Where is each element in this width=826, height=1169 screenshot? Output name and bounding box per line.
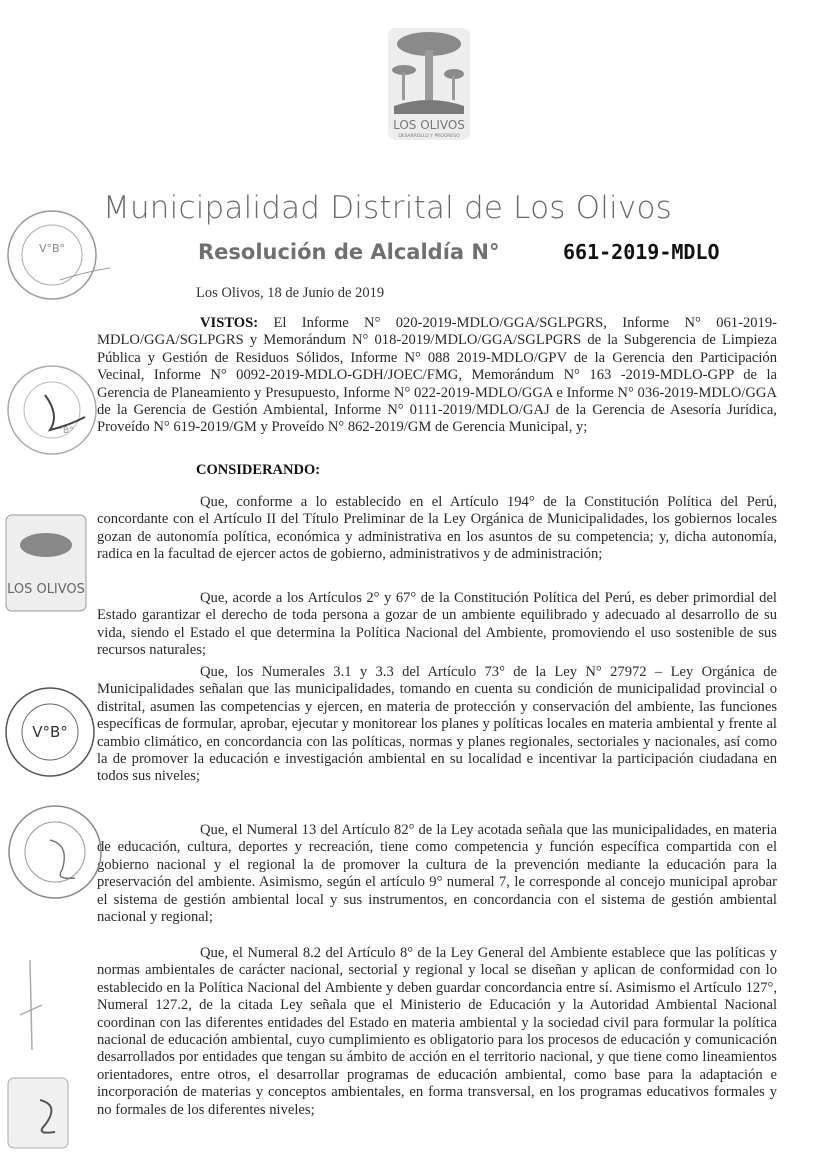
svg-text:°B°: °B° [58,426,74,436]
svg-text:V°B°: V°B° [38,242,66,255]
alcalde-stamp [0,200,110,310]
considerando-paragraph: Que, el Numeral 13 del Artículo 82° de la Ley acotada señala que las municipalidades, en materia de educación, cultura, deportes y recreación, tiene como competencia y función específica compartida con el gobierno nacional y el regional la de promover la cultura de la prevención mediante la educación para la preservación del ambiente. Asimismo, según el artículo 9° numeral 7, le corresponde al concejo municipal aprobar el sistema de gestión ambiental local y sus instrumentos, en concordancia con el sistema de gestión ambiental nacional y regional; [97,822,777,926]
considerando-paragraph: Que, el Numeral 8.2 del Artículo 8° de la Ley General del Ambiente establece que las políticas y normas ambientales de carácter nacional, sectorial y regional y local se diseñan y aplican de conformidad con lo establecido en la Política Nacional del Ambiente y deben guardar concordancia entre sí. Asimismo el Artículo 127°, Numeral 127.2, de la citada Ley señala que el Ministerio de Educación y la Autoridad Ambiental Nacional coordinan con las diferentes entidades del Estado en materia ambiental y la sociedad civil para formular la política nacional de educación ambiental, cuyo cumplimiento es obligatorio para los procesos de educación y comunicación desarrollados por entidades que tengan su ámbito de acción en el territorio nacional, y que tiene como lineamientos orientadores, entre otros, el desarrollar programas de educación ambiental, como base para la adaptación e incorporación de materias y conceptos ambientales, en forma transversal, en los programas educativos formales y no formales de los diferentes niveles; [97,945,777,1118]
vistos-label: VISTOS: [200,315,259,331]
considerando-paragraph: Que, conforme a lo establecido en el Artículo 194° de la Constitución Política del Perú, concordante con el Artículo II del Título Preliminar de la Ley Orgánica de Municipalidades, los gobiernos locales gozan de autonomía política, económica y administrativa en los asuntos de su competencia; y, dicha autonomía, radica en la facultad de ejercer actos de gobierno, administrativos y de administración; [97,494,777,563]
svg-text:V°B°: V°B° [32,723,68,741]
municipality-title: Municipalidad Distrital de Los Olivos [103,190,672,226]
vistos-text: El Informe N° 020-2019-MDLO/GGA/SGLPGRS, Informe N° 061-2019-MDLO/GGA/SGLPGRS y Memorándum N° 018-2019/MDLO/GGA/SGLPGRS de la Subgerencia de Limpieza Pública y Gestión de Residuos Sólidos, Informe N° 088 2019-MDLO/GPV de la Gerencia den Participación Vecinal, Informe N° 0092-2019-MDLO-GDH/JOEC/FMG, Memorándum N° 163 -2019-MDLO-GPP de la Gerencia de Planeamiento y Presupuesto, Informe N° 022-2019-MDLO/GGA e Informe N° 036-2019-MDLO/GGA de la Gerencia de Gestión Ambiental, Informe N° 0111-2019/MDLO/GAJ de la Gerencia de Asesoría Jurídica, Proveído N° 619-2019/GM y Proveído N° 862-2019/GM de Gerencia Municipal, y; [97,315,777,436]
gestion-ambiental-stamp [0,800,120,910]
resolution-label: Resolución de Alcaldía N° [198,240,500,264]
document-date: Los Olivos, 18 de Junio de 2019 [196,285,385,301]
svg-text:DESARROLLO Y PROGRESO: DESARROLLO Y PROGRESO [398,134,460,139]
gerencia-municipal-stamp [0,355,110,465]
vistos-paragraph [97,315,777,437]
bottom-stamp [0,1070,90,1160]
considerando-paragraph: Que, los Numerales 3.1 y 3.3 del Artículo 73° de la Ley N° 27972 – Ley Orgánica de Municipalidades señalan que las municipalidades, tomando en cuenta su condición de municipalidad provincial o distrital, asumen las competencias y ejercen, en materia de protección y conservación del ambiente, las funciones específicas de formular, aprobar, ejecutar y monitorear los planes y políticas locales en materia ambiental y frente al cambio climático, en concordancia con las políticas, normas y planes regionales, sectoriales y nacionales, así como la de promover la educación e investigación ambiental en su localidad e incentivar la participación ciudadana en todos sus niveles; [97,664,777,785]
svg-text:LOS OLIVOS: LOS OLIVOS [7,582,85,597]
resolution-number: 661-2019-MDLO [563,240,720,264]
signature-mark [0,955,60,1055]
svg-text:LOS OLIVOS: LOS OLIVOS [393,118,465,132]
considerando-paragraph: Que, acorde a los Artículos 2° y 67° de la Constitución Política del Perú, es deber primordial del Estado garantizar el derecho de toda persona a gozar de un ambiente equilibrado y adecuado al desarrollo de su vida, siendo el Estado el que determina la Política Nacional del Ambiente, promoviendo el uso sostenible de sus recursos naturales; [97,590,777,659]
los-olivos-logo [386,28,472,142]
secretaria-general-stamp [0,680,110,790]
considerando-heading: CONSIDERANDO: [196,462,321,478]
asesoria-juridica-stamp [0,505,110,615]
